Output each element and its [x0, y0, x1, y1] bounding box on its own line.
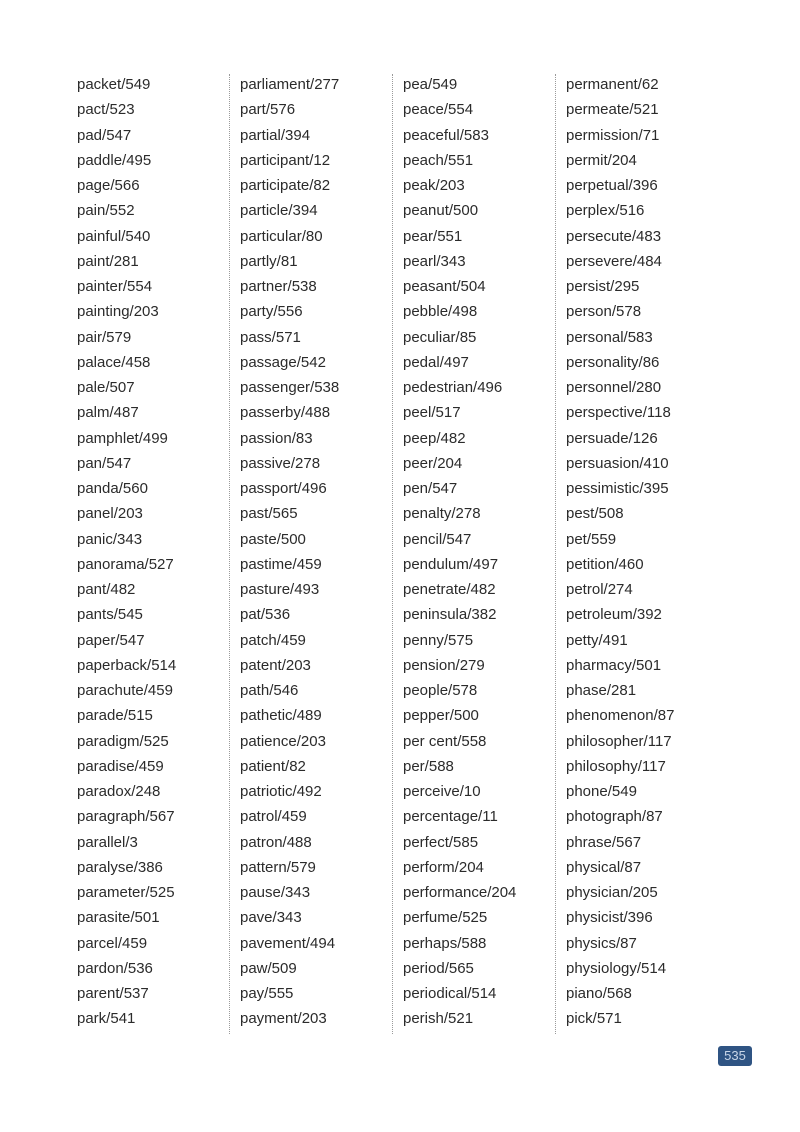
index-entry: party/556: [240, 303, 303, 321]
index-entry: painful/540: [77, 227, 151, 245]
index-entry: pardon/536: [77, 959, 153, 977]
index-entry: path/546: [240, 682, 299, 699]
index-entry: pale/507: [77, 379, 135, 396]
index-entry: passport/496: [240, 480, 327, 497]
index-entry: pension/279: [403, 656, 485, 674]
index-entry: pet/559: [566, 530, 617, 548]
index-entry: peasant/504: [403, 278, 486, 295]
index-entry: parachute/459: [77, 682, 173, 699]
page-number-badge: 535: [718, 1046, 752, 1066]
index-entry: pedestrian/496: [403, 379, 503, 396]
index-entry: permeate/521: [566, 101, 659, 119]
index-column-1: [77, 72, 227, 1032]
index-entry: paradise/459: [77, 757, 164, 775]
index-entry: packet/549: [77, 76, 151, 93]
index-entry: permanent/62: [566, 76, 659, 93]
index-entry: parcel/459: [77, 934, 148, 952]
index-entry: phase/281: [566, 682, 637, 699]
index-entry: peel/517: [403, 404, 461, 422]
index-column-3: [403, 72, 553, 1032]
index-entry: petty/491: [566, 631, 628, 649]
index-entry: pamphlet/499: [77, 429, 168, 447]
index-entry: period/565: [403, 959, 474, 977]
index-entry: paper/547: [77, 631, 145, 649]
index-entry: part/576: [240, 101, 296, 119]
index-entry: persuade/126: [566, 429, 658, 447]
index-entry: parameter/525: [77, 884, 175, 901]
index-entry: pair/579: [77, 328, 132, 346]
index-entry: pen/547: [403, 480, 458, 497]
index-entry: patch/459: [240, 631, 306, 649]
column-divider: [392, 74, 393, 1034]
index-entry: perpetual/396: [566, 177, 658, 194]
index-entry: physical/87: [566, 858, 642, 876]
index-entry: patient/82: [240, 757, 306, 775]
index-entry: philosopher/117: [566, 732, 672, 750]
index-entry: petroleum/392: [566, 606, 662, 624]
index-entry: petrol/274: [566, 581, 633, 598]
index-entry: penetrate/482: [403, 581, 496, 598]
index-entry: permission/71: [566, 126, 660, 144]
index-entry: peaceful/583: [403, 126, 489, 144]
index-entry: patience/203: [240, 732, 326, 750]
index-entry: paddle/495: [77, 151, 152, 169]
index-entry: persevere/484: [566, 252, 662, 270]
index-column-2: [240, 72, 390, 1032]
index-entry: partner/538: [240, 278, 317, 295]
index-entry: physician/205: [566, 884, 658, 901]
index-entry: painter/554: [77, 278, 153, 295]
index-entry: parade/515: [77, 707, 153, 725]
index-entry: park/541: [77, 1010, 136, 1028]
index-entry: pad/547: [77, 126, 132, 144]
index-entry: people/578: [403, 682, 478, 699]
index-entry: petition/460: [566, 555, 644, 573]
index-entry: painting/203: [77, 303, 159, 321]
index-entry: phrase/567: [566, 833, 642, 851]
index-entry: persist/295: [566, 278, 640, 295]
index-entry: performance/204: [403, 884, 517, 901]
index-entry: personal/583: [566, 328, 653, 346]
index-entry: personality/86: [566, 353, 660, 371]
index-entry: passerby/488: [240, 404, 331, 422]
index-entry: palm/487: [77, 404, 139, 422]
index-entry: physiology/514: [566, 959, 667, 977]
index-entry: persecute/483: [566, 227, 662, 245]
index-entry: peak/203: [403, 177, 465, 194]
index-entry: pay/555: [240, 985, 294, 1002]
index-entry: philosophy/117: [566, 757, 666, 775]
index-entry: paragraph/567: [77, 808, 175, 826]
index-entry: paradigm/525: [77, 732, 169, 750]
index-entry: pea/549: [403, 76, 458, 93]
index-entry: phone/549: [566, 783, 637, 800]
index-entry: paralyse/386: [77, 858, 163, 876]
index-entry: peanut/500: [403, 202, 479, 220]
index-entry: pave/343: [240, 909, 302, 927]
index-entry: paperback/514: [77, 656, 177, 674]
index-entry: peculiar/85: [403, 328, 477, 346]
index-entry: pattern/579: [240, 858, 316, 876]
index-entry: periodical/514: [403, 985, 497, 1002]
index-entry: pan/547: [77, 454, 132, 472]
index-entry: piano/568: [566, 985, 632, 1002]
index-entry: passenger/538: [240, 379, 340, 396]
index-entry: patriotic/492: [240, 783, 322, 800]
index-entry: patrol/459: [240, 808, 307, 826]
index-entry: physicist/396: [566, 909, 653, 927]
word-index: [0, 72, 800, 1032]
index-entry: perish/521: [403, 1010, 474, 1028]
index-entry: pear/551: [403, 227, 463, 245]
index-entry: patron/488: [240, 833, 312, 851]
index-entry: pest/508: [566, 505, 624, 523]
index-entry: passage/542: [240, 353, 326, 371]
index-entry: perfume/525: [403, 909, 488, 927]
index-entry: panic/343: [77, 530, 143, 548]
index-entry: photograph/87: [566, 808, 663, 826]
index-entry: pain/552: [77, 202, 135, 220]
index-entry: perplex/516: [566, 202, 645, 220]
index-entry: pencil/547: [403, 530, 472, 548]
index-entry: panorama/527: [77, 555, 174, 573]
index-entry: pessimistic/395: [566, 480, 669, 497]
index-entry: pants/545: [77, 606, 143, 624]
index-entry: permit/204: [566, 151, 637, 169]
index-entry: pedal/497: [403, 353, 469, 371]
index-entry: paste/500: [240, 530, 306, 548]
index-entry: past/565: [240, 505, 298, 523]
index-entry: pick/571: [566, 1010, 622, 1028]
index-entry: parliament/277: [240, 76, 340, 93]
index-entry: pact/523: [77, 101, 135, 119]
index-entry: payment/203: [240, 1010, 327, 1028]
index-entry: pepper/500: [403, 707, 479, 725]
index-entry: peace/554: [403, 101, 474, 119]
index-entry: pause/343: [240, 884, 311, 901]
index-entry: passive/278: [240, 454, 321, 472]
index-entry: peninsula/382: [403, 606, 497, 624]
index-entry: pendulum/497: [403, 555, 499, 573]
index-entry: pat/536: [240, 606, 291, 624]
index-entry: paint/281: [77, 252, 139, 270]
index-entry: pathetic/489: [240, 707, 322, 725]
index-entry: peach/551: [403, 151, 474, 169]
index-entry: per/588: [403, 757, 454, 775]
index-entry: person/578: [566, 303, 642, 321]
index-entry: perform/204: [403, 858, 484, 876]
index-entry: paradox/248: [77, 783, 161, 800]
index-entry: pavement/494: [240, 934, 336, 952]
index-entry: peep/482: [403, 429, 466, 447]
index-entry: penalty/278: [403, 505, 481, 523]
index-column-4: [566, 72, 716, 1032]
index-entry: pant/482: [77, 581, 136, 598]
index-entry: phenomenon/87: [566, 707, 675, 725]
index-entry: particular/80: [240, 227, 323, 245]
index-entry: page/566: [77, 177, 140, 194]
index-entry: partly/81: [240, 252, 298, 270]
column-divider: [229, 74, 230, 1034]
index-entry: percentage/11: [403, 808, 498, 826]
index-entry: participate/82: [240, 177, 331, 194]
index-entry: pastime/459: [240, 555, 322, 573]
index-entry: passion/83: [240, 429, 313, 447]
index-entry: participant/12: [240, 151, 331, 169]
index-entry: perspective/118: [566, 404, 671, 422]
index-entry: perceive/10: [403, 783, 481, 800]
index-entry: panda/560: [77, 480, 148, 497]
index-entry: penny/575: [403, 631, 474, 649]
index-entry: pasture/493: [240, 581, 320, 598]
index-entry: per cent/558: [403, 732, 487, 750]
index-entry: particle/394: [240, 202, 318, 220]
index-entry: peer/204: [403, 454, 463, 472]
index-entry: pass/571: [240, 328, 301, 346]
index-entry: parent/537: [77, 985, 149, 1002]
index-entry: physics/87: [566, 934, 637, 952]
index-entry: pearl/343: [403, 252, 466, 270]
index-entry: partial/394: [240, 126, 311, 144]
index-entry: patent/203: [240, 656, 311, 674]
index-entry: palace/458: [77, 353, 151, 371]
index-entry: paw/509: [240, 959, 297, 977]
index-entry: parallel/3: [77, 833, 138, 851]
index-entry: personnel/280: [566, 379, 662, 396]
index-entry: persuasion/410: [566, 454, 669, 472]
index-entry: pharmacy/501: [566, 656, 662, 674]
index-entry: perhaps/588: [403, 934, 487, 952]
column-divider: [555, 74, 556, 1034]
index-entry: pebble/498: [403, 303, 478, 321]
index-entry: perfect/585: [403, 833, 479, 851]
index-entry: parasite/501: [77, 909, 160, 927]
index-entry: panel/203: [77, 505, 143, 523]
